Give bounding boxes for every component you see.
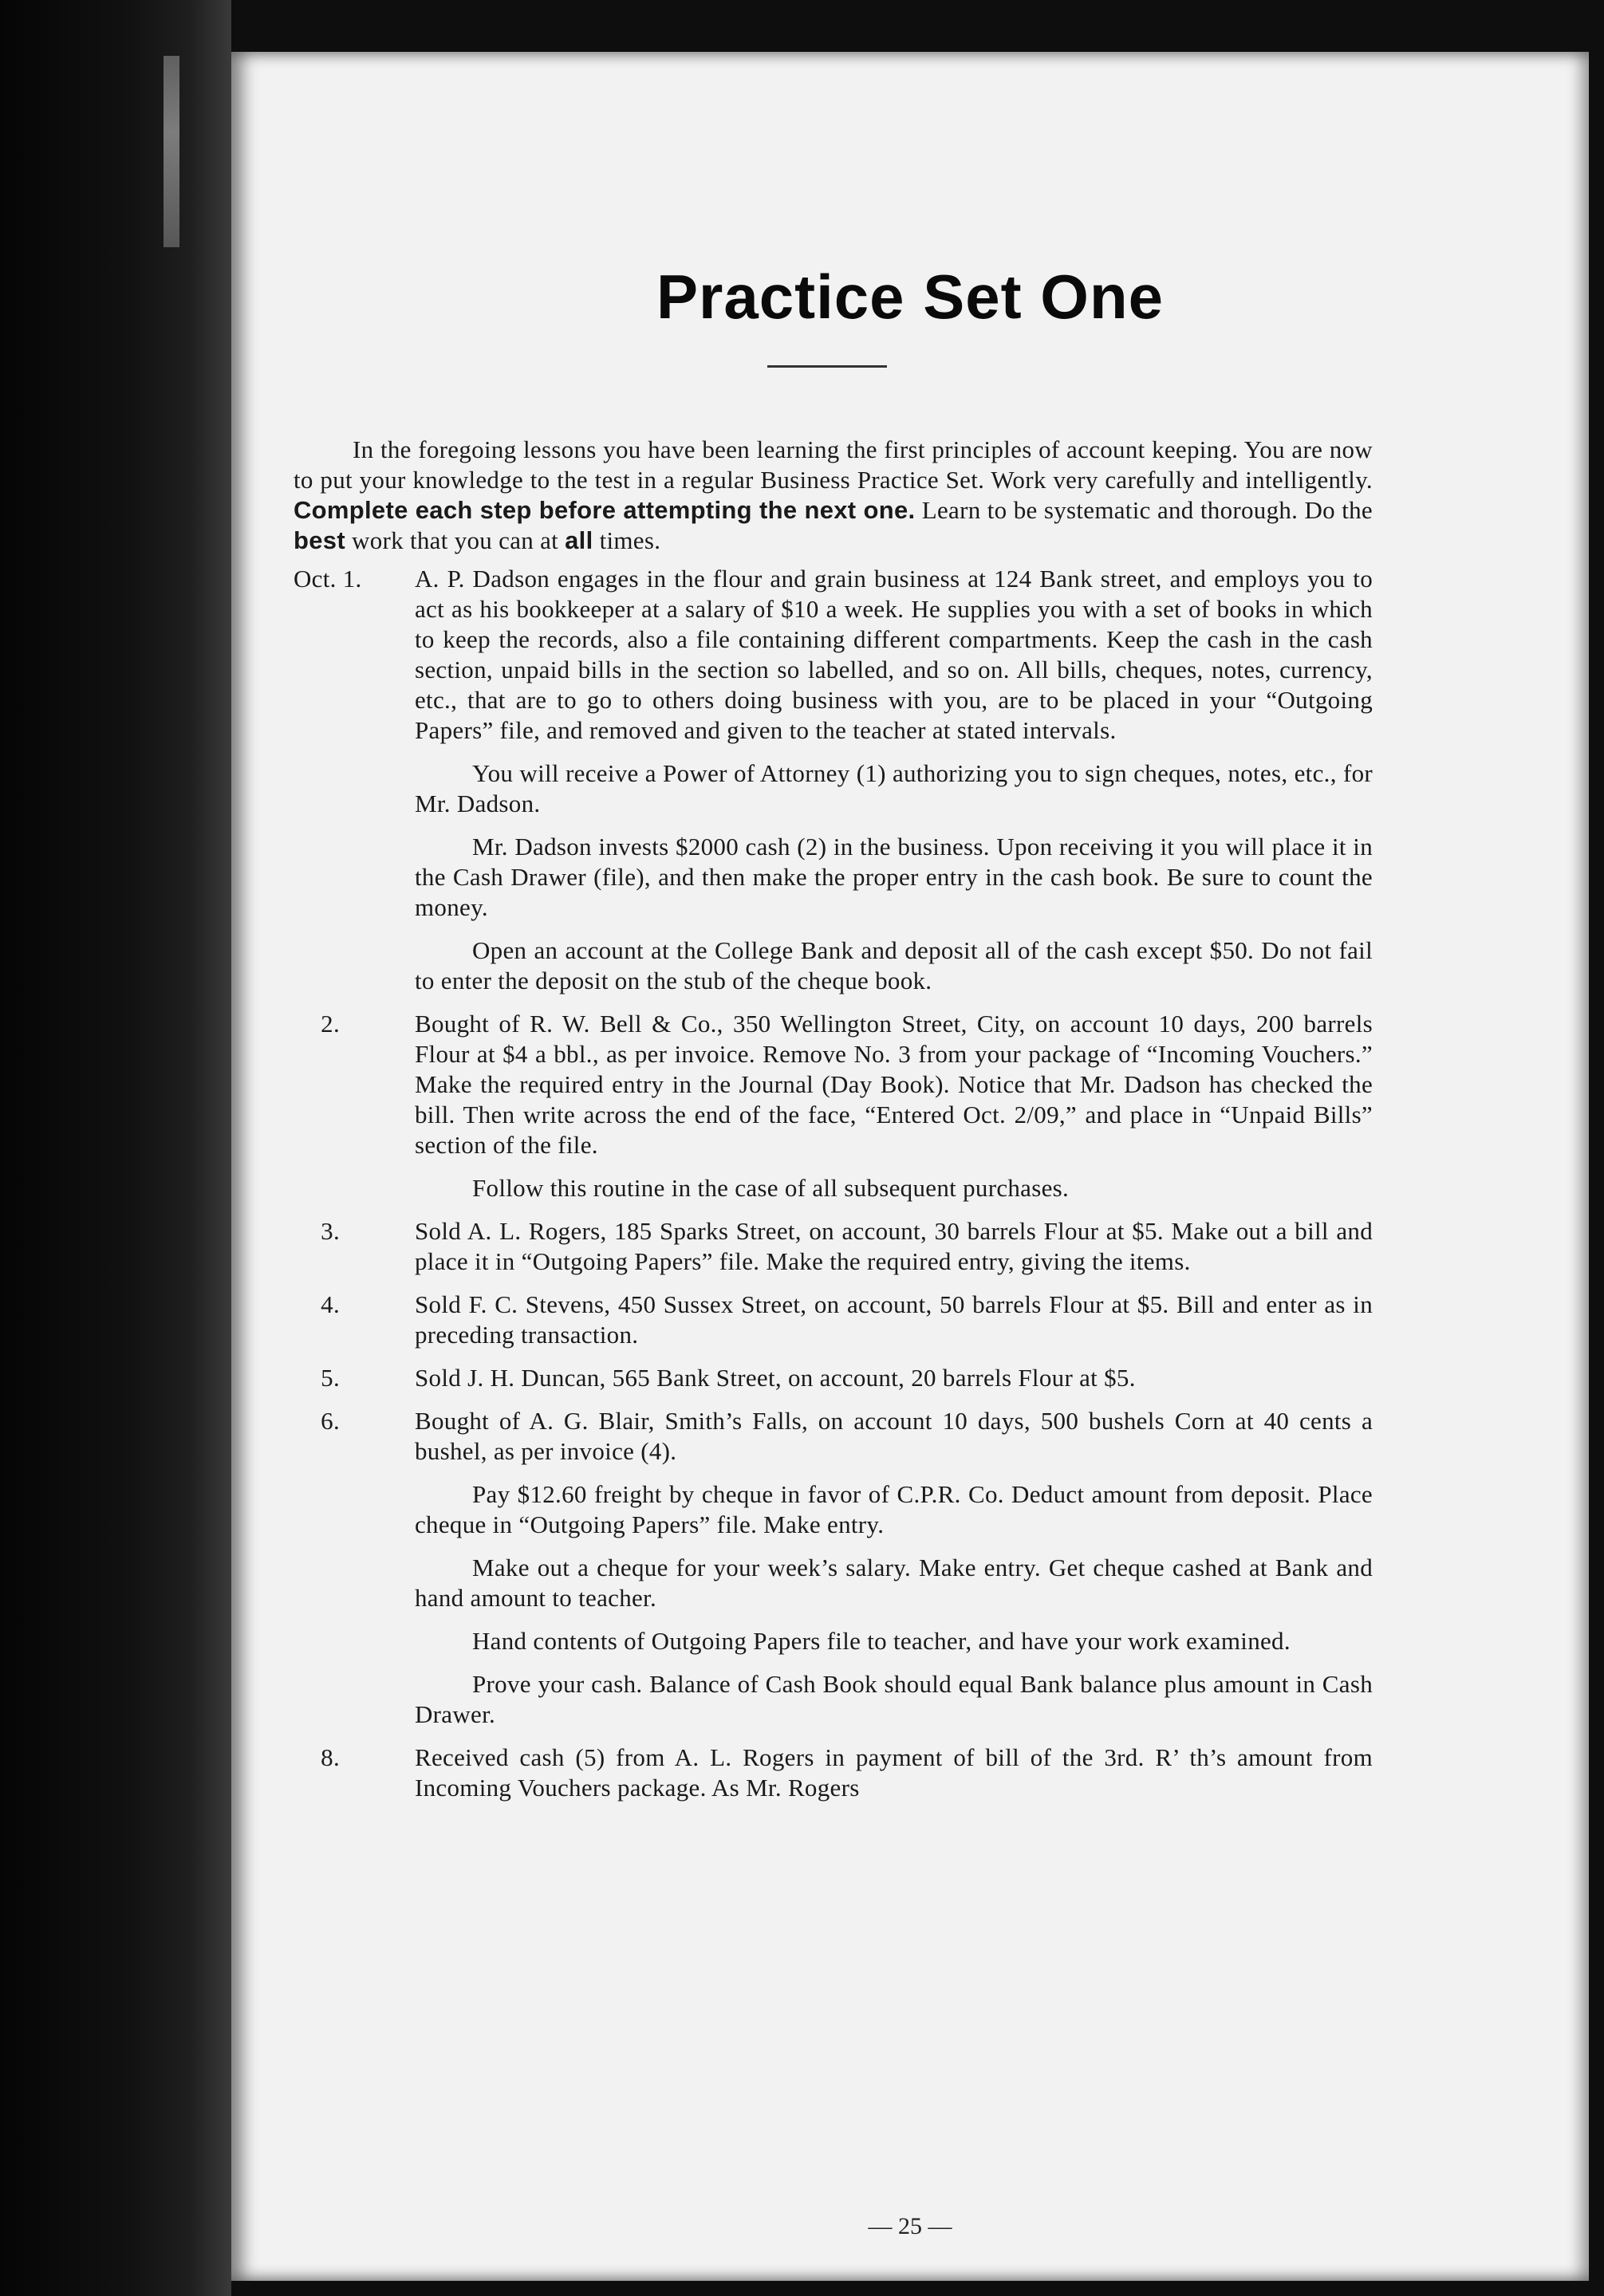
entry-paragraph: A. P. Dadson engages in the flour and grain business at 124 Bank street, and employs you to act as his bookkeeper at a salary of $10 a week. He supplies you with a set of books in which to keep the records, also a file containing different compartments. Keep the cash in the cash section, unpaid bills in the section so labelled, and so on. All bills, cheques, notes, currency, etc., that are to go to others doing business with you, are to be placed in your “Outgoing Papers” file, and removed and given to the teacher at stated intervals. <box>415 565 1373 744</box>
entry-paragraph: Prove your cash. Balance of Cash Book should equal Bank balance plus amount in Cash Drawer. <box>415 1670 1373 1728</box>
book-page <box>231 52 1589 2281</box>
intro-paragraph <box>294 435 1373 556</box>
intro-bold-1: Complete each step before attempting the next one. <box>294 496 916 524</box>
entry-date: 5. <box>321 1364 340 1392</box>
entry-date: 6. <box>321 1407 340 1435</box>
entry-paragraph: Bought of R. W. Bell & Co., 350 Wellington Street, City, on account 10 days, 200 barrels Flour at $4 a bbl., as per invoice. Remove No. 3 from your package of “Incoming Vouchers.” Make the required entry in the Journal (Day Book). Notice that Mr. Dadson has checked the bill. Then write across the end of the face, “Entered Oct. 2/09,” and place in “Unpaid Bills” section of the file. <box>415 1010 1373 1159</box>
entry-paragraph: Received cash (5) from A. L. Rogers in payment of bill of the 3rd. R’ th’s amount from Incoming Vouchers package. As Mr. Rogers <box>415 1743 1373 1802</box>
entry-paragraph: You will receive a Power of Attorney (1) authorizing you to sign cheques, notes, etc., for Mr. Dadson. <box>415 759 1373 817</box>
transaction-entry-oct-1 <box>294 564 1373 996</box>
entry-paragraph: Open an account at the College Bank and deposit all of the cash except $50. Do not fail to enter the deposit on the stub of the cheque book. <box>415 936 1373 994</box>
page-number: — 25 — <box>868 2213 952 2239</box>
transaction-entry-6 <box>294 1406 1373 1730</box>
entry-paragraph: Sold J. H. Duncan, 565 Bank Street, on account, 20 barrels Flour at $5. <box>415 1364 1136 1392</box>
entry-date: Oct. 1. <box>294 565 362 593</box>
entry-date: 4. <box>321 1290 340 1318</box>
intro-text-1: In the foregoing lessons you have been learning the first principles of account keeping. You are now to put your knowledge to the test in a regular Business Practice Set. Work very carefully and intelligently. <box>294 435 1373 494</box>
entry-paragraph: Follow this routine in the case of all subsequent purchases. <box>472 1174 1070 1202</box>
transaction-entry-5 <box>294 1363 1373 1393</box>
entry-date: 2. <box>321 1010 340 1038</box>
intro-text-4: times. <box>593 526 661 554</box>
intro-bold-3: all <box>565 526 593 554</box>
intro-text-3: work that you can at <box>345 526 566 554</box>
entry-paragraph: Bought of A. G. Blair, Smith’s Falls, on account 10 days, 500 bushels Corn at 40 cents a bushel, as per invoice (4). <box>415 1407 1373 1465</box>
page-title: Practice Set One <box>656 262 1164 332</box>
page-body <box>294 435 1373 1816</box>
entry-paragraph: Pay $12.60 freight by cheque in favor of C.P.R. Co. Deduct amount from deposit. Place cheque in “Outgoing Papers” file. Make entry. <box>415 1480 1373 1538</box>
title-rule <box>767 365 887 368</box>
transaction-entry-4 <box>294 1290 1373 1350</box>
transaction-entry-8 <box>294 1743 1373 1803</box>
entry-paragraph: Hand contents of Outgoing Papers file to teacher, and have your work examined. <box>472 1627 1291 1655</box>
entry-date: 3. <box>321 1217 340 1245</box>
entry-paragraph: Sold F. C. Stevens, 450 Sussex Street, on account, 50 barrels Flour at $5. Bill and enter as in preceding transaction. <box>415 1290 1373 1349</box>
entry-paragraph: Sold A. L. Rogers, 185 Sparks Street, on account, 30 barrels Flour at $5. Make out a bill and place it in “Outgoing Papers” file. Make the required entry, giving the items. <box>415 1217 1373 1275</box>
intro-bold-2: best <box>294 526 345 554</box>
entry-paragraph: Mr. Dadson invests $2000 cash (2) in the business. Upon receiving it you will place it in the Cash Drawer (file), and then make the proper entry in the cash book. Be sure to count the money. <box>415 833 1373 921</box>
scan-background-left <box>0 0 231 2296</box>
transaction-entry-3 <box>294 1216 1373 1277</box>
entry-date: 8. <box>321 1743 340 1771</box>
transaction-entry-2 <box>294 1009 1373 1203</box>
intro-text-2: Learn to be systematic and thorough. Do the <box>915 496 1373 524</box>
entry-paragraph: Make out a cheque for your week’s salary. Make entry. Get cheque cashed at Bank and hand amount to teacher. <box>415 1554 1373 1612</box>
book-spine-edge <box>164 56 179 247</box>
